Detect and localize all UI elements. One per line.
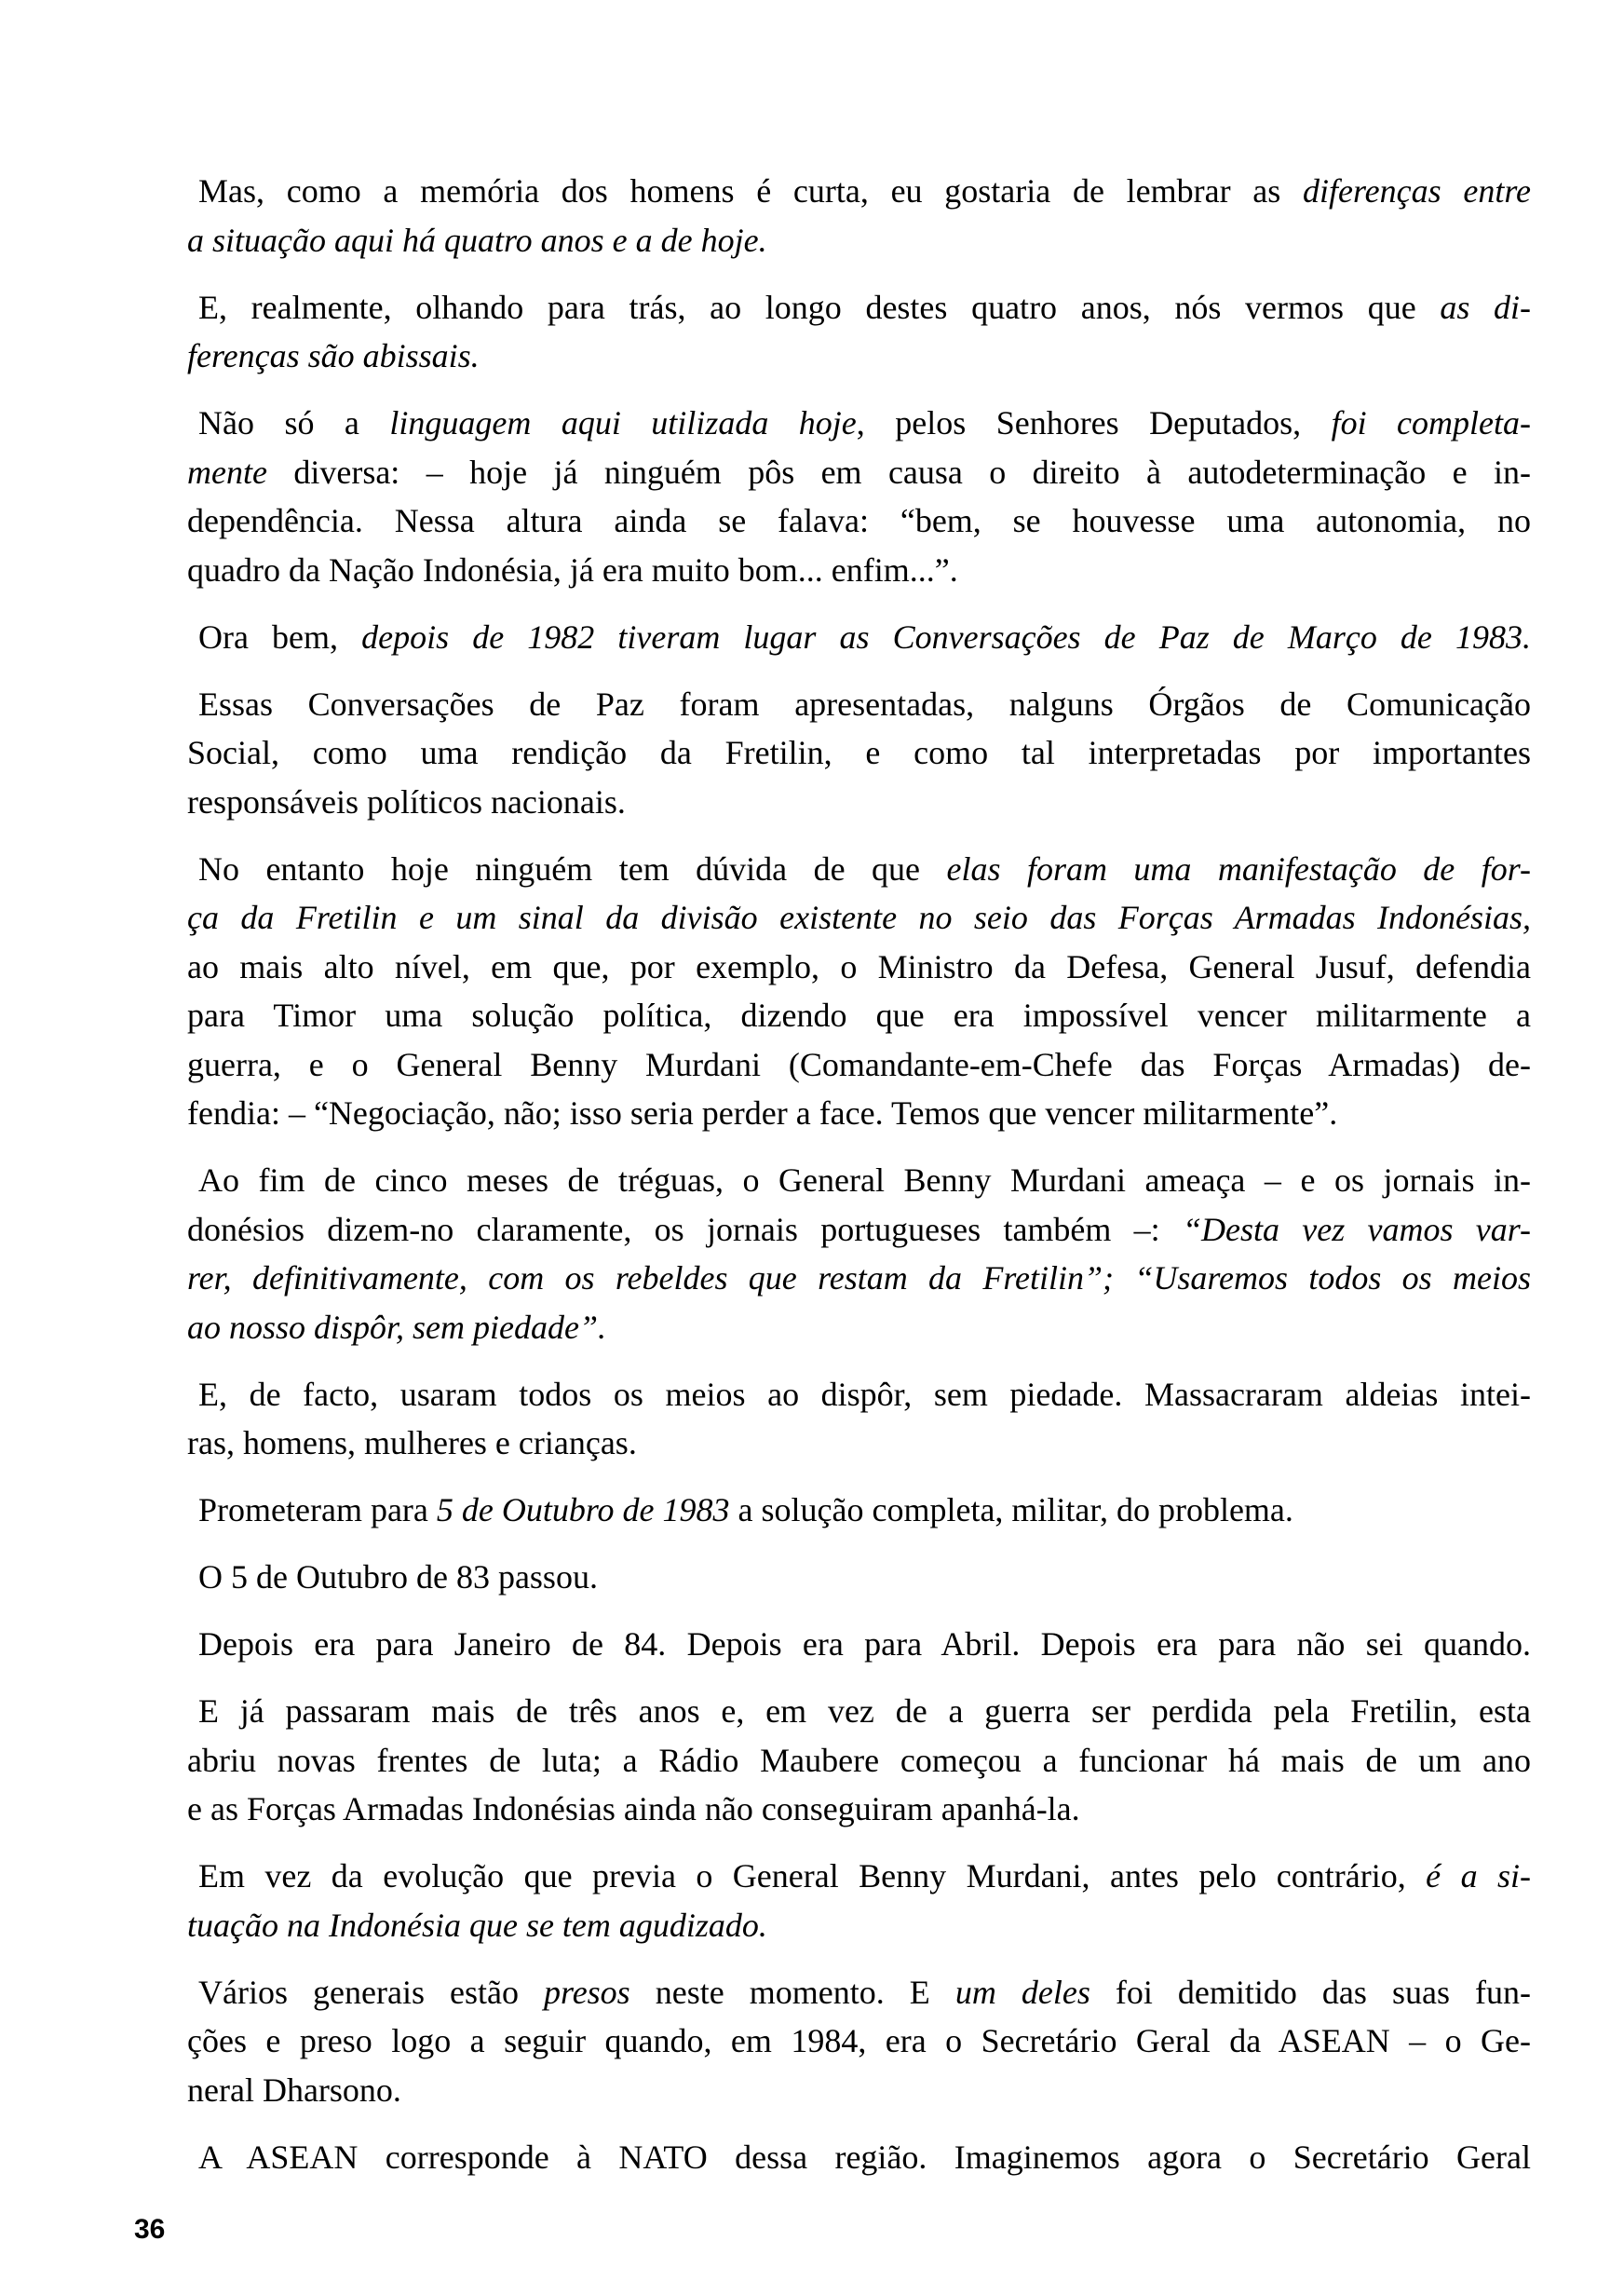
text-run: diversa: – hoje já ninguém pôs em causa o direito à autodeterminação e in- — [266, 453, 1531, 491]
text-run: E já passaram mais de três anos e, em vez de a guerra ser perdida pela Fretilin, esta — [198, 1692, 1531, 1730]
paragraph — [187, 167, 1531, 265]
text-line — [187, 845, 1531, 894]
paragraph — [187, 1620, 1531, 1669]
italic-text: rer, definitivamente, com os rebeldes que restam da Fretilin”; “Usaremos todos os meios — [187, 1259, 1531, 1297]
paragraph — [187, 845, 1531, 1138]
italic-text: foi completa- — [1331, 404, 1531, 441]
text-run: para Timor uma solução política, dizendo que era impossível vencer militarmente a — [187, 997, 1531, 1034]
text-run: No entanto hoje ninguém tem dúvida de que — [198, 849, 947, 888]
text-line — [187, 778, 1531, 827]
italic-text: diferenças entre — [1303, 172, 1531, 210]
text-line — [187, 728, 1531, 778]
text-run: Social, como uma rendição da Fretilin, e como tal interpretadas por importantes — [187, 734, 1531, 771]
text-run: ras, homens, mulheres e crianças. — [187, 1424, 637, 1461]
text-run: Mas, como a memória dos homens é curta, eu gostaria de lembrar as — [198, 172, 1304, 210]
text-run: ções e preso logo a seguir quando, em 1984, era o Secretário Geral da ASEAN – o Ge- — [187, 2022, 1531, 2059]
paragraph — [187, 1968, 1531, 2115]
paragraph — [187, 680, 1531, 827]
page-number: 36 — [134, 2214, 166, 2245]
text-line — [187, 1620, 1531, 1669]
text-run: Ao fim de cinco meses de tréguas, o General Benny Murdani ameaça – e os jornais in- — [198, 1161, 1531, 1199]
text-run: neral Dharsono. — [187, 2071, 401, 2109]
italic-text: “Desta vez vamos var- — [1182, 1210, 1531, 1248]
text-line — [187, 1852, 1531, 1901]
text-line — [187, 680, 1531, 729]
italic-text: ferenças são abissais. — [187, 337, 480, 374]
text-line — [187, 1486, 1531, 1535]
italic-text: um deles — [954, 1973, 1090, 2011]
text-line — [187, 167, 1531, 216]
body-text — [187, 167, 1531, 2200]
text-line — [187, 1156, 1531, 1205]
italic-text: 5 de Outubro de 1983 — [436, 1491, 730, 1528]
text-line — [187, 943, 1531, 992]
text-line — [187, 991, 1531, 1040]
paragraph — [187, 2133, 1531, 2182]
text-run: donésios dizem-no claramente, os jornais portugueses também –: — [187, 1210, 1183, 1248]
text-line — [187, 1370, 1531, 1419]
paragraph — [187, 1553, 1531, 1602]
text-run: ao mais alto nível, em que, por exemplo, o Ministro da Defesa, General Jusuf, defendia — [187, 947, 1531, 985]
text-line — [187, 2066, 1531, 2115]
italic-text: a situação aqui há quatro anos e a de hoje. — [187, 221, 767, 259]
text-run: fendia: – “Negociação, não; isso seria perder a face. Temos que vencer militarmente”. — [187, 1094, 1338, 1132]
italic-text: tuação na Indonésia que se tem agudizado. — [187, 1906, 767, 1944]
text-line — [187, 1736, 1531, 1786]
paragraph — [187, 1156, 1531, 1351]
paragraph — [187, 613, 1531, 662]
italic-text: presos — [544, 1973, 630, 2011]
text-line — [187, 2133, 1531, 2182]
text-run: quadro da Nação Indonésia, já era muito bom... enfim...”. — [187, 550, 958, 589]
text-run: Depois era para Janeiro de 84. Depois era para Abril. Depois era para não sei quando. — [198, 1625, 1531, 1663]
text-run: a solução completa, militar, do problema. — [729, 1491, 1293, 1528]
text-line — [187, 546, 1531, 595]
text-run: E, realmente, olhando para trás, ao longo destes quatro anos, nós vermos que — [198, 288, 1441, 326]
text-run: O 5 de Outubro de 83 passou. — [198, 1558, 598, 1596]
italic-text: linguagem aqui utilizada hoje — [389, 404, 857, 441]
paragraph — [187, 1852, 1531, 1949]
text-line — [187, 1553, 1531, 1602]
italic-text: ao nosso dispôr, sem piedade”. — [187, 1308, 607, 1346]
text-line — [187, 613, 1531, 662]
text-run: E, de facto, usaram todos os meios ao dispôr, sem piedade. Massacraram aldeias intei- — [198, 1375, 1531, 1413]
italic-text: elas foram uma manifestação de for- — [946, 849, 1532, 888]
text-line — [187, 1303, 1531, 1352]
text-line — [187, 1901, 1531, 1950]
text-run: , pelos Senhores Deputados, — [856, 404, 1332, 441]
text-line — [187, 1785, 1531, 1834]
text-line — [187, 1254, 1531, 1303]
italic-text: ça da Fretilin e um sinal da divisão existente no seio das Forças Armadas Indonésias, — [187, 899, 1531, 936]
text-run: Não só a — [198, 404, 390, 441]
text-line — [187, 893, 1531, 943]
text-run: Prometeram para — [198, 1491, 437, 1528]
paragraph — [187, 283, 1531, 381]
text-line — [187, 1205, 1531, 1255]
text-run: responsáveis políticos nacionais. — [187, 782, 626, 821]
text-line — [187, 283, 1531, 333]
text-run: Essas Conversações de Paz foram apresentadas, nalguns Órgãos de Comunicação — [198, 685, 1531, 723]
paragraph — [187, 399, 1531, 594]
text-run: Em vez da evolução que previa o General Benny Murdani, antes pelo contrário, — [198, 1857, 1427, 1894]
text-run: neste momento. E — [629, 1973, 955, 2011]
italic-text: mente — [187, 453, 267, 491]
text-run: e as Forças Armadas Indonésias ainda não conseguiram apanhá-la. — [187, 1790, 1080, 1827]
text-run: dependência. Nessa altura ainda se falava: “bem, se houvesse uma autonomia, no — [187, 502, 1531, 539]
text-line — [187, 1419, 1531, 1468]
italic-text: depois de 1982 tiveram lugar as Conversações de Paz de Março de 1983. — [361, 618, 1531, 656]
text-line — [187, 496, 1531, 546]
text-line — [187, 1687, 1531, 1736]
italic-text: é a si- — [1426, 1857, 1531, 1894]
text-line — [187, 1968, 1531, 2017]
paragraph — [187, 1486, 1531, 1535]
text-line — [187, 1040, 1531, 1090]
paragraph — [187, 1687, 1531, 1834]
text-run: Ora bem, — [198, 618, 362, 656]
text-line — [187, 399, 1531, 448]
text-run: A ASEAN corresponde à NATO dessa região. Imaginemos agora o Secretário Geral — [198, 2138, 1531, 2176]
text-line — [187, 2017, 1531, 2066]
text-line — [187, 216, 1531, 265]
text-run: abriu novas frentes de luta; a Rádio Maubere começou a funcionar há mais de um ano — [187, 1741, 1531, 1779]
text-line — [187, 448, 1531, 497]
text-run: guerra, e o General Benny Murdani (Comandante-em-Chefe das Forças Armadas) de- — [187, 1045, 1531, 1083]
text-line — [187, 332, 1531, 381]
text-run: Vários generais estão — [198, 1973, 545, 2011]
text-run: foi demitido das suas fun- — [1089, 1973, 1531, 2011]
italic-text: as di- — [1440, 288, 1532, 326]
text-line — [187, 1089, 1531, 1138]
paragraph — [187, 1370, 1531, 1468]
